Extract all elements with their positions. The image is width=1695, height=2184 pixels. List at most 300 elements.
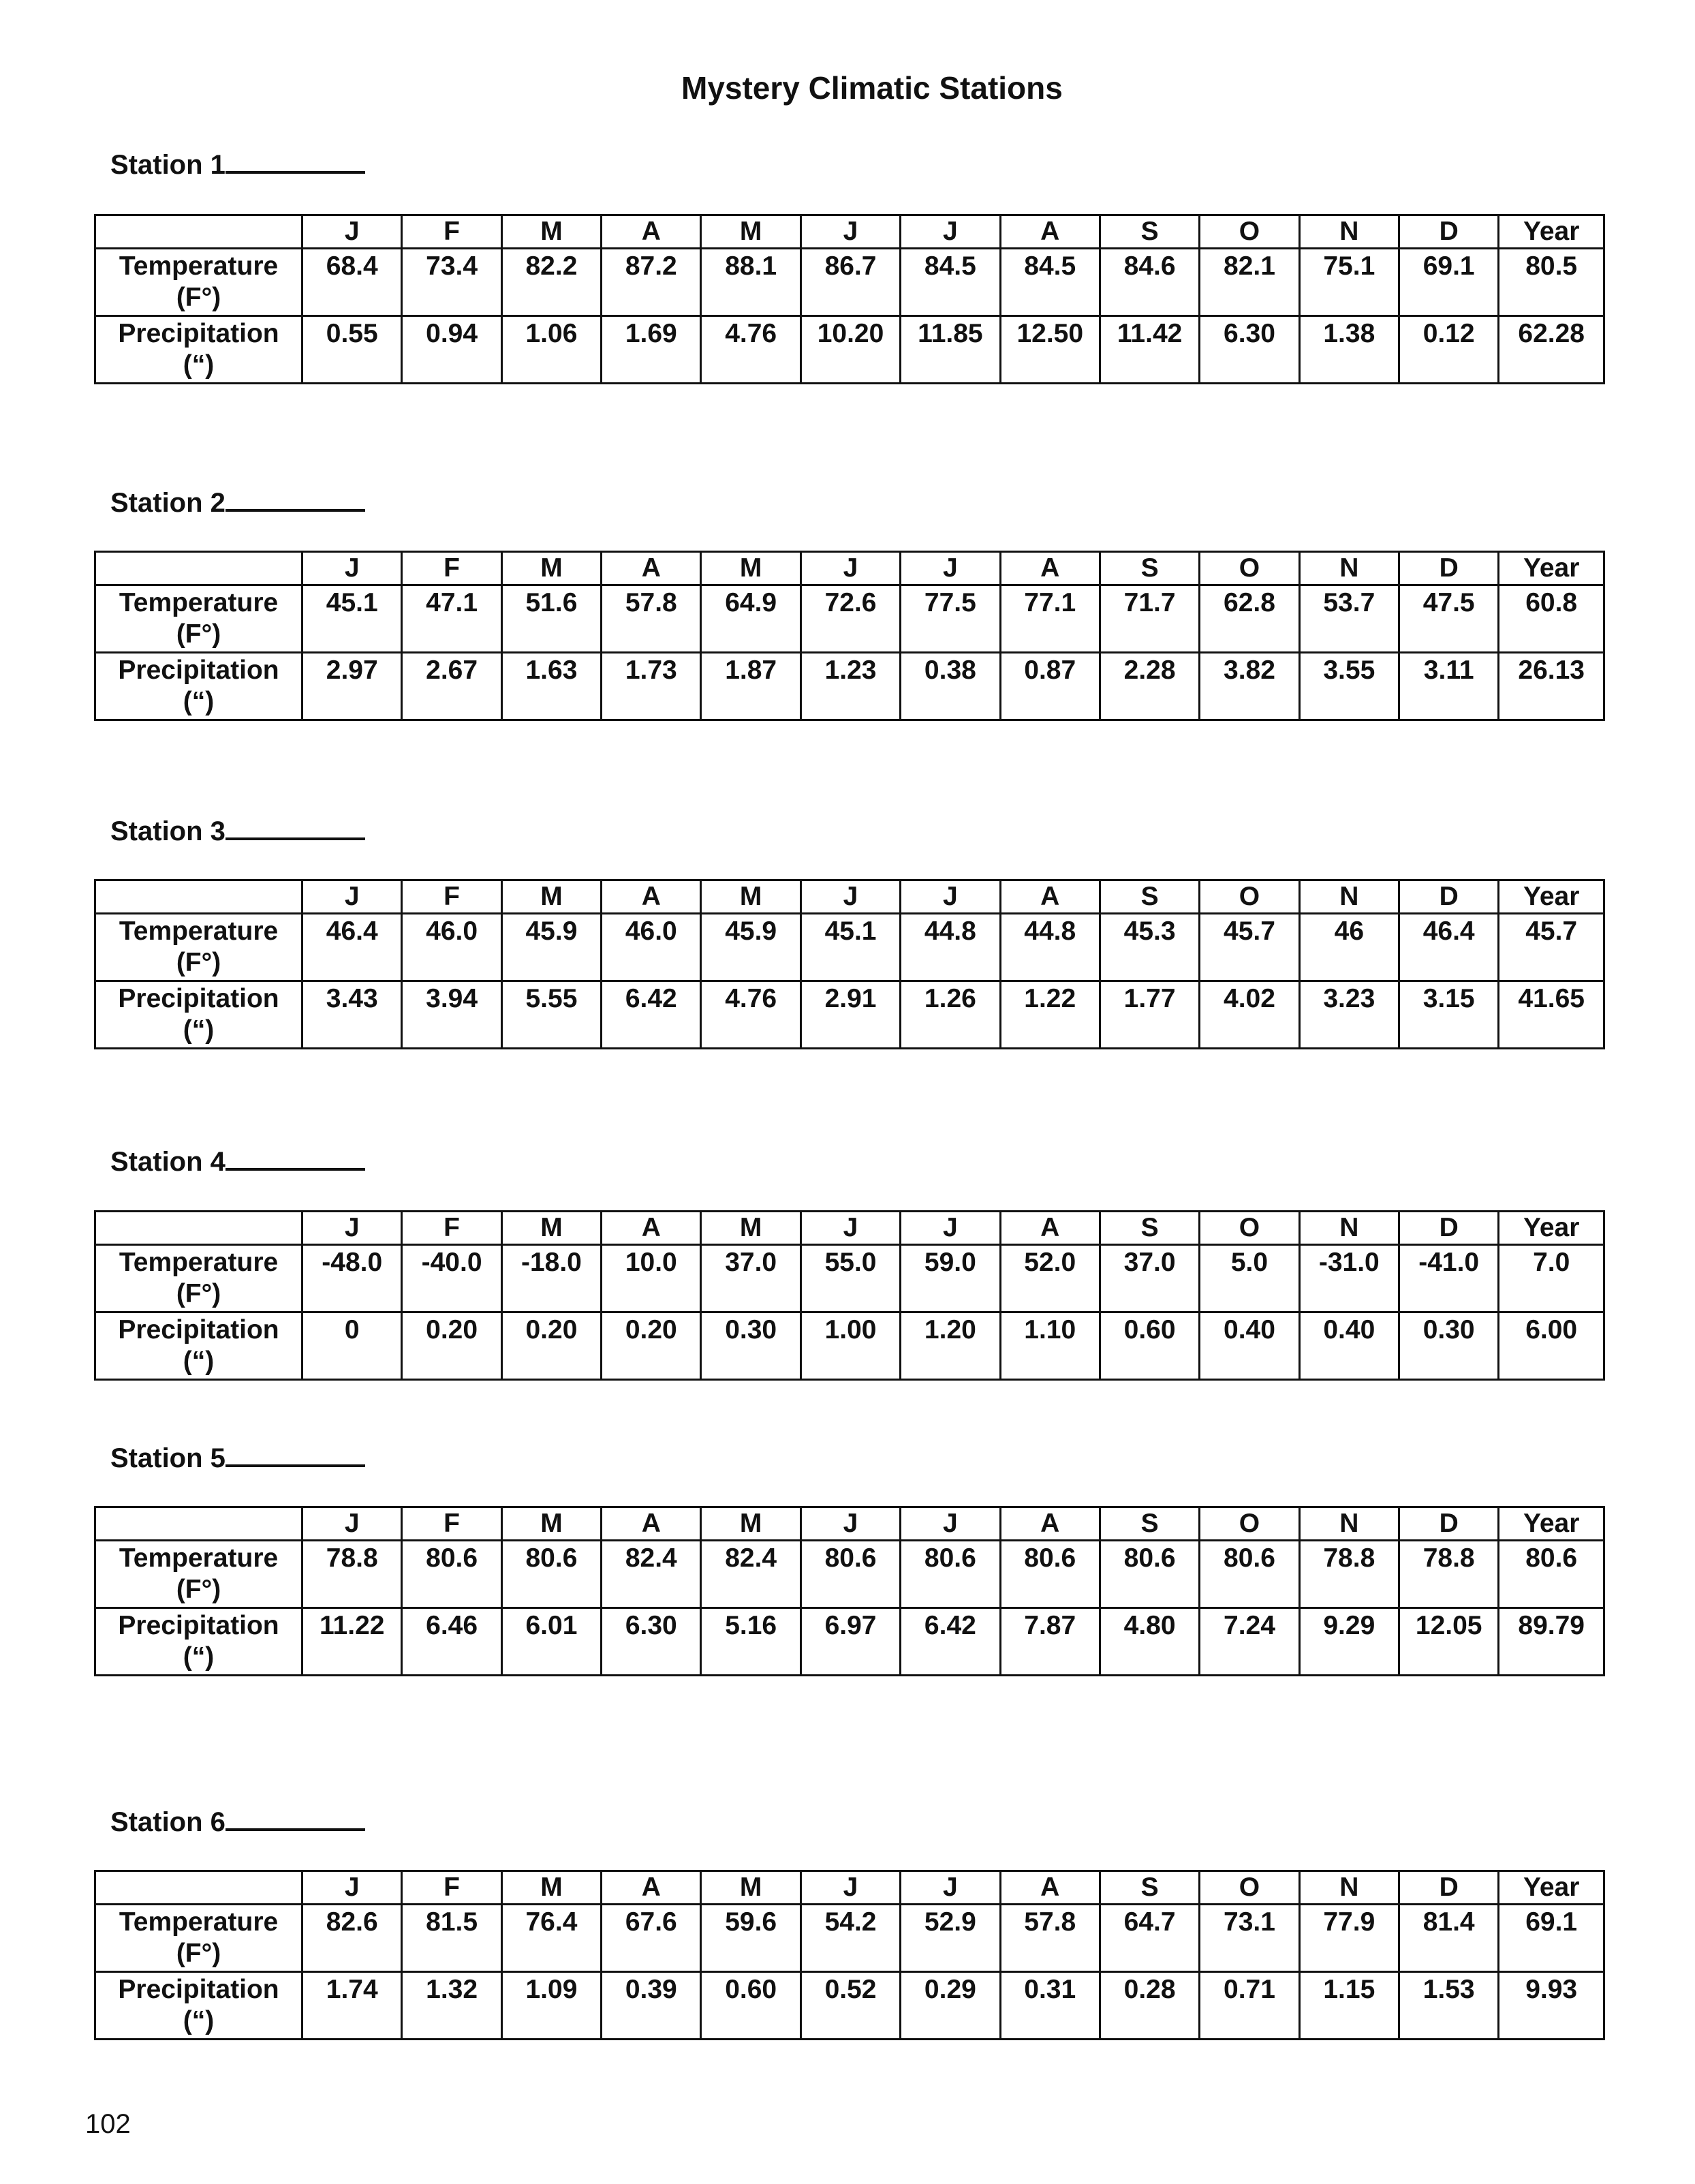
- table-cell: 1.69: [602, 316, 701, 384]
- table-cell: 5.16: [701, 1608, 800, 1676]
- table-cell: 80.6: [1200, 1541, 1299, 1608]
- row-header-line2: (F°): [176, 1279, 221, 1308]
- table-cell: 80.6: [402, 1541, 501, 1608]
- table-cell: 0.52: [800, 1972, 900, 2040]
- table-cell: 6.30: [602, 1608, 701, 1676]
- table-cell: 12.05: [1399, 1608, 1499, 1676]
- month-header: A: [602, 552, 701, 585]
- month-header: M: [501, 880, 601, 914]
- month-header: Year: [1499, 1212, 1604, 1245]
- table-cell: 82.4: [701, 1541, 800, 1608]
- month-header: A: [1000, 1212, 1100, 1245]
- month-header: J: [800, 1871, 900, 1905]
- station-label: [110, 150, 365, 181]
- month-header: F: [402, 1507, 501, 1541]
- station-answer-blank[interactable]: [226, 1444, 365, 1467]
- table-cell: 84.5: [1000, 249, 1100, 316]
- table-cell: 1.22: [1000, 981, 1100, 1049]
- row-header-line1: Temperature: [119, 251, 279, 281]
- table-cell: 4.76: [701, 981, 800, 1049]
- month-header: J: [901, 880, 1000, 914]
- station-label-text: Station 5: [110, 1443, 226, 1473]
- precipitation-row: [95, 653, 1604, 720]
- month-header: A: [602, 1871, 701, 1905]
- table-cell: 1.20: [901, 1312, 1000, 1380]
- table-cell: 1.10: [1000, 1312, 1100, 1380]
- table-cell: 6.46: [402, 1608, 501, 1676]
- row-header: [95, 1245, 302, 1312]
- station-label: [110, 1147, 365, 1178]
- station-answer-blank[interactable]: [226, 817, 365, 840]
- table-header-row: [95, 1507, 1604, 1541]
- table-cell: 84.6: [1100, 249, 1199, 316]
- table-cell: 44.8: [1000, 914, 1100, 981]
- month-header: J: [800, 880, 900, 914]
- station-label: [110, 816, 365, 847]
- month-header: J: [302, 1212, 402, 1245]
- temperature-row: [95, 1541, 1604, 1608]
- table-cell: 6.42: [901, 1608, 1000, 1676]
- month-header: M: [701, 1507, 800, 1541]
- table-cell: 60.8: [1499, 585, 1604, 653]
- table-cell: 64.7: [1100, 1905, 1199, 1972]
- month-header: A: [602, 215, 701, 249]
- row-header: [95, 914, 302, 981]
- month-header: J: [800, 1212, 900, 1245]
- table-cell: 1.00: [800, 1312, 900, 1380]
- table-cell: 0.20: [602, 1312, 701, 1380]
- row-header-line2: (F°): [176, 948, 221, 977]
- row-header-line2: (F°): [176, 1575, 221, 1604]
- table-cell: 68.4: [302, 249, 402, 316]
- month-header: D: [1399, 1212, 1499, 1245]
- row-header-line1: Precipitation: [118, 1975, 279, 2004]
- table-cell: 62.8: [1200, 585, 1299, 653]
- table-cell: 11.85: [901, 316, 1000, 384]
- table-cell: 0.39: [602, 1972, 701, 2040]
- table-cell: 77.9: [1299, 1905, 1399, 1972]
- table-cell: 26.13: [1499, 653, 1604, 720]
- month-header: D: [1399, 1507, 1499, 1541]
- temperature-row: [95, 1245, 1604, 1312]
- table-cell: 0.30: [701, 1312, 800, 1380]
- table-cell: 1.26: [901, 981, 1000, 1049]
- table-cell: 11.42: [1100, 316, 1199, 384]
- table-cell: 5.0: [1200, 1245, 1299, 1312]
- table-cell: 4.80: [1100, 1608, 1199, 1676]
- month-header: M: [701, 552, 800, 585]
- table-cell: 7.0: [1499, 1245, 1604, 1312]
- month-header: M: [701, 1871, 800, 1905]
- table-cell: 45.9: [701, 914, 800, 981]
- table-cell: 45.3: [1100, 914, 1199, 981]
- row-header-line2: (“): [183, 687, 215, 716]
- row-header: [95, 981, 302, 1049]
- month-header: A: [602, 1212, 701, 1245]
- month-header: O: [1200, 880, 1299, 914]
- table-cell: 10.0: [602, 1245, 701, 1312]
- table-cell: 78.8: [1299, 1541, 1399, 1608]
- table-cell: 9.29: [1299, 1608, 1399, 1676]
- table-cell: 76.4: [501, 1905, 601, 1972]
- table-cell: 7.87: [1000, 1608, 1100, 1676]
- table-cell: 6.97: [800, 1608, 900, 1676]
- table-cell: -40.0: [402, 1245, 501, 1312]
- table-cell: 82.4: [602, 1541, 701, 1608]
- row-header: [95, 1905, 302, 1972]
- table-corner-cell: [95, 880, 302, 914]
- month-header: M: [501, 1871, 601, 1905]
- month-header: O: [1200, 215, 1299, 249]
- month-header: D: [1399, 1871, 1499, 1905]
- table-corner-cell: [95, 552, 302, 585]
- temperature-row: [95, 585, 1604, 653]
- table-cell: 69.1: [1399, 249, 1499, 316]
- month-header: J: [800, 215, 900, 249]
- table-cell: 0.29: [901, 1972, 1000, 2040]
- station-data-table: [94, 551, 1605, 721]
- month-header: Year: [1499, 552, 1604, 585]
- table-cell: 0.94: [402, 316, 501, 384]
- station-data-table: [94, 1210, 1605, 1381]
- month-header: N: [1299, 1212, 1399, 1245]
- month-header: Year: [1499, 1871, 1604, 1905]
- table-cell: 80.6: [800, 1541, 900, 1608]
- table-cell: 47.1: [402, 585, 501, 653]
- month-header: N: [1299, 1507, 1399, 1541]
- month-header: O: [1200, 552, 1299, 585]
- row-header-line1: Temperature: [119, 588, 279, 617]
- month-header: A: [602, 880, 701, 914]
- month-header: A: [1000, 1871, 1100, 1905]
- table-cell: 1.87: [701, 653, 800, 720]
- month-header: D: [1399, 880, 1499, 914]
- table-cell: 0.30: [1399, 1312, 1499, 1380]
- row-header-line1: Temperature: [119, 1907, 279, 1937]
- month-header: N: [1299, 215, 1399, 249]
- month-header: J: [901, 552, 1000, 585]
- row-header: [95, 1312, 302, 1380]
- month-header: J: [901, 1212, 1000, 1245]
- table-cell: 1.73: [602, 653, 701, 720]
- month-header: Year: [1499, 215, 1604, 249]
- row-header: [95, 585, 302, 653]
- station-label-text: Station 2: [110, 488, 226, 518]
- temperature-row: [95, 914, 1604, 981]
- table-cell: 52.9: [901, 1905, 1000, 1972]
- table-cell: 1.53: [1399, 1972, 1499, 2040]
- table-cell: 52.0: [1000, 1245, 1100, 1312]
- month-header: M: [701, 880, 800, 914]
- month-header: N: [1299, 1871, 1399, 1905]
- station-data-table: [94, 1870, 1605, 2040]
- station-answer-blank[interactable]: [226, 151, 365, 174]
- table-cell: 0.28: [1100, 1972, 1199, 2040]
- table-cell: -18.0: [501, 1245, 601, 1312]
- table-cell: 41.65: [1499, 981, 1604, 1049]
- table-cell: 0.38: [901, 653, 1000, 720]
- table-cell: 80.5: [1499, 249, 1604, 316]
- table-cell: 44.8: [901, 914, 1000, 981]
- row-header-line2: (F°): [176, 619, 221, 649]
- table-cell: 73.1: [1200, 1905, 1299, 1972]
- table-cell: -41.0: [1399, 1245, 1499, 1312]
- table-cell: 78.8: [1399, 1541, 1499, 1608]
- month-header: J: [302, 1871, 402, 1905]
- table-cell: 53.7: [1299, 585, 1399, 653]
- month-header: A: [1000, 552, 1100, 585]
- station-answer-blank[interactable]: [226, 489, 365, 512]
- row-header-line2: (“): [183, 1015, 215, 1045]
- table-cell: 82.2: [501, 249, 601, 316]
- month-header: A: [1000, 1507, 1100, 1541]
- table-cell: 67.6: [602, 1905, 701, 1972]
- month-header: S: [1100, 1212, 1199, 1245]
- month-header: F: [402, 552, 501, 585]
- table-cell: 64.9: [701, 585, 800, 653]
- table-cell: 86.7: [800, 249, 900, 316]
- row-header-line1: Precipitation: [118, 319, 279, 348]
- station-label-text: Station 1: [110, 150, 226, 180]
- table-cell: 81.4: [1399, 1905, 1499, 1972]
- month-header: J: [901, 215, 1000, 249]
- table-cell: 45.9: [501, 914, 601, 981]
- month-header: O: [1200, 1212, 1299, 1245]
- row-header-line1: Precipitation: [118, 1315, 279, 1344]
- month-header: D: [1399, 215, 1499, 249]
- month-header: M: [501, 1507, 601, 1541]
- row-header-line2: (“): [183, 350, 215, 380]
- precipitation-row: [95, 1608, 1604, 1676]
- row-header: [95, 316, 302, 384]
- table-cell: 62.28: [1499, 316, 1604, 384]
- row-header-line2: (F°): [176, 283, 221, 312]
- table-cell: 51.6: [501, 585, 601, 653]
- table-cell: 3.15: [1399, 981, 1499, 1049]
- month-header: S: [1100, 1507, 1199, 1541]
- month-header: F: [402, 215, 501, 249]
- table-cell: 54.2: [800, 1905, 900, 1972]
- row-header: [95, 1972, 302, 2040]
- table-cell: 57.8: [1000, 1905, 1100, 1972]
- table-header-row: [95, 880, 1604, 914]
- table-cell: 59.6: [701, 1905, 800, 1972]
- row-header-line2: (“): [183, 2006, 215, 2035]
- month-header: N: [1299, 552, 1399, 585]
- table-cell: -31.0: [1299, 1245, 1399, 1312]
- month-header: J: [901, 1871, 1000, 1905]
- month-header: A: [1000, 215, 1100, 249]
- table-cell: 47.5: [1399, 585, 1499, 653]
- month-header: M: [501, 552, 601, 585]
- table-cell: 80.6: [901, 1541, 1000, 1608]
- table-cell: 75.1: [1299, 249, 1399, 316]
- station-label: [110, 1443, 365, 1474]
- table-cell: 1.63: [501, 653, 601, 720]
- station-label-text: Station 4: [110, 1147, 226, 1177]
- row-header: [95, 653, 302, 720]
- table-cell: -48.0: [302, 1245, 402, 1312]
- table-cell: 9.93: [1499, 1972, 1604, 2040]
- table-cell: 80.6: [1000, 1541, 1100, 1608]
- table-cell: 1.06: [501, 316, 601, 384]
- month-header: S: [1100, 1871, 1199, 1905]
- month-header: J: [302, 552, 402, 585]
- table-cell: 4.76: [701, 316, 800, 384]
- station-answer-blank[interactable]: [226, 1148, 365, 1171]
- table-cell: 84.5: [901, 249, 1000, 316]
- table-cell: 80.6: [501, 1541, 601, 1608]
- row-header-line2: (F°): [176, 1939, 221, 1968]
- table-cell: 0.40: [1299, 1312, 1399, 1380]
- table-cell: 80.6: [1100, 1541, 1199, 1608]
- table-header-row: [95, 1871, 1604, 1905]
- table-cell: 0: [302, 1312, 402, 1380]
- table-cell: 69.1: [1499, 1905, 1604, 1972]
- table-cell: 77.5: [901, 585, 1000, 653]
- table-cell: 45.1: [800, 914, 900, 981]
- precipitation-row: [95, 316, 1604, 384]
- table-cell: 6.30: [1200, 316, 1299, 384]
- month-header: F: [402, 880, 501, 914]
- month-header: S: [1100, 215, 1199, 249]
- table-cell: 37.0: [1100, 1245, 1199, 1312]
- table-cell: 7.24: [1200, 1608, 1299, 1676]
- table-cell: 3.11: [1399, 653, 1499, 720]
- row-header-line2: (“): [183, 1347, 215, 1376]
- table-cell: 46.0: [602, 914, 701, 981]
- table-cell: 2.28: [1100, 653, 1199, 720]
- month-header: Year: [1499, 880, 1604, 914]
- row-header-line1: Precipitation: [118, 984, 279, 1013]
- station-data-table: [94, 1506, 1605, 1676]
- table-cell: 78.8: [302, 1541, 402, 1608]
- table-cell: 5.55: [501, 981, 601, 1049]
- table-cell: 1.09: [501, 1972, 601, 2040]
- table-cell: 3.23: [1299, 981, 1399, 1049]
- table-cell: 1.74: [302, 1972, 402, 2040]
- table-cell: 2.97: [302, 653, 402, 720]
- month-header: J: [800, 552, 900, 585]
- table-cell: 0.20: [402, 1312, 501, 1380]
- table-cell: 87.2: [602, 249, 701, 316]
- table-cell: 45.7: [1200, 914, 1299, 981]
- precipitation-row: [95, 1312, 1604, 1380]
- month-header: M: [701, 215, 800, 249]
- month-header: J: [800, 1507, 900, 1541]
- station-data-table: [94, 879, 1605, 1049]
- table-cell: 55.0: [800, 1245, 900, 1312]
- month-header: S: [1100, 552, 1199, 585]
- table-cell: 0.60: [701, 1972, 800, 2040]
- table-cell: 45.7: [1499, 914, 1604, 981]
- table-cell: 3.94: [402, 981, 501, 1049]
- month-header: F: [402, 1871, 501, 1905]
- table-cell: 45.1: [302, 585, 402, 653]
- station-label-text: Station 6: [110, 1807, 226, 1837]
- page-number: 102: [85, 2109, 131, 2139]
- month-header: M: [501, 1212, 601, 1245]
- month-header: M: [701, 1212, 800, 1245]
- table-cell: 1.15: [1299, 1972, 1399, 2040]
- row-header-line1: Temperature: [119, 1248, 279, 1277]
- table-cell: 2.67: [402, 653, 501, 720]
- table-cell: 1.23: [800, 653, 900, 720]
- month-header: S: [1100, 880, 1199, 914]
- table-header-row: [95, 1212, 1604, 1245]
- row-header: [95, 1608, 302, 1676]
- table-cell: 1.77: [1100, 981, 1199, 1049]
- table-cell: 46.4: [1399, 914, 1499, 981]
- table-cell: 1.32: [402, 1972, 501, 2040]
- station-label-text: Station 3: [110, 816, 226, 846]
- row-header: [95, 1541, 302, 1608]
- temperature-row: [95, 1905, 1604, 1972]
- month-header: F: [402, 1212, 501, 1245]
- month-header: Year: [1499, 1507, 1604, 1541]
- month-header: O: [1200, 1871, 1299, 1905]
- table-cell: 73.4: [402, 249, 501, 316]
- month-header: M: [501, 215, 601, 249]
- table-cell: 6.01: [501, 1608, 601, 1676]
- table-cell: 81.5: [402, 1905, 501, 1972]
- table-cell: 46: [1299, 914, 1399, 981]
- table-cell: 0.60: [1100, 1312, 1199, 1380]
- table-cell: 0.71: [1200, 1972, 1299, 2040]
- precipitation-row: [95, 1972, 1604, 2040]
- table-cell: 82.1: [1200, 249, 1299, 316]
- table-cell: 82.6: [302, 1905, 402, 1972]
- station-data-table: [94, 214, 1605, 384]
- table-cell: 0.20: [501, 1312, 601, 1380]
- month-header: J: [901, 1507, 1000, 1541]
- month-header: O: [1200, 1507, 1299, 1541]
- table-cell: 12.50: [1000, 316, 1100, 384]
- table-cell: 4.02: [1200, 981, 1299, 1049]
- station-label: [110, 1807, 365, 1838]
- table-cell: 89.79: [1499, 1608, 1604, 1676]
- station-answer-blank[interactable]: [226, 1808, 365, 1831]
- row-header-line1: Precipitation: [118, 656, 279, 685]
- month-header: A: [602, 1507, 701, 1541]
- row-header-line1: Temperature: [119, 917, 279, 946]
- month-header: A: [1000, 880, 1100, 914]
- month-header: J: [302, 880, 402, 914]
- temperature-row: [95, 249, 1604, 316]
- table-cell: 1.38: [1299, 316, 1399, 384]
- precipitation-row: [95, 981, 1604, 1049]
- table-cell: 0.40: [1200, 1312, 1299, 1380]
- table-cell: 11.22: [302, 1608, 402, 1676]
- table-cell: 10.20: [800, 316, 900, 384]
- table-cell: 46.0: [402, 914, 501, 981]
- table-cell: 37.0: [701, 1245, 800, 1312]
- table-cell: 71.7: [1100, 585, 1199, 653]
- month-header: J: [302, 1507, 402, 1541]
- table-cell: 57.8: [602, 585, 701, 653]
- table-cell: 6.42: [602, 981, 701, 1049]
- table-corner-cell: [95, 215, 302, 249]
- table-cell: 46.4: [302, 914, 402, 981]
- table-corner-cell: [95, 1507, 302, 1541]
- month-header: J: [302, 215, 402, 249]
- table-cell: 88.1: [701, 249, 800, 316]
- row-header-line1: Precipitation: [118, 1611, 279, 1640]
- row-header-line2: (“): [183, 1642, 215, 1672]
- table-cell: 0.87: [1000, 653, 1100, 720]
- table-cell: 0.55: [302, 316, 402, 384]
- month-header: D: [1399, 552, 1499, 585]
